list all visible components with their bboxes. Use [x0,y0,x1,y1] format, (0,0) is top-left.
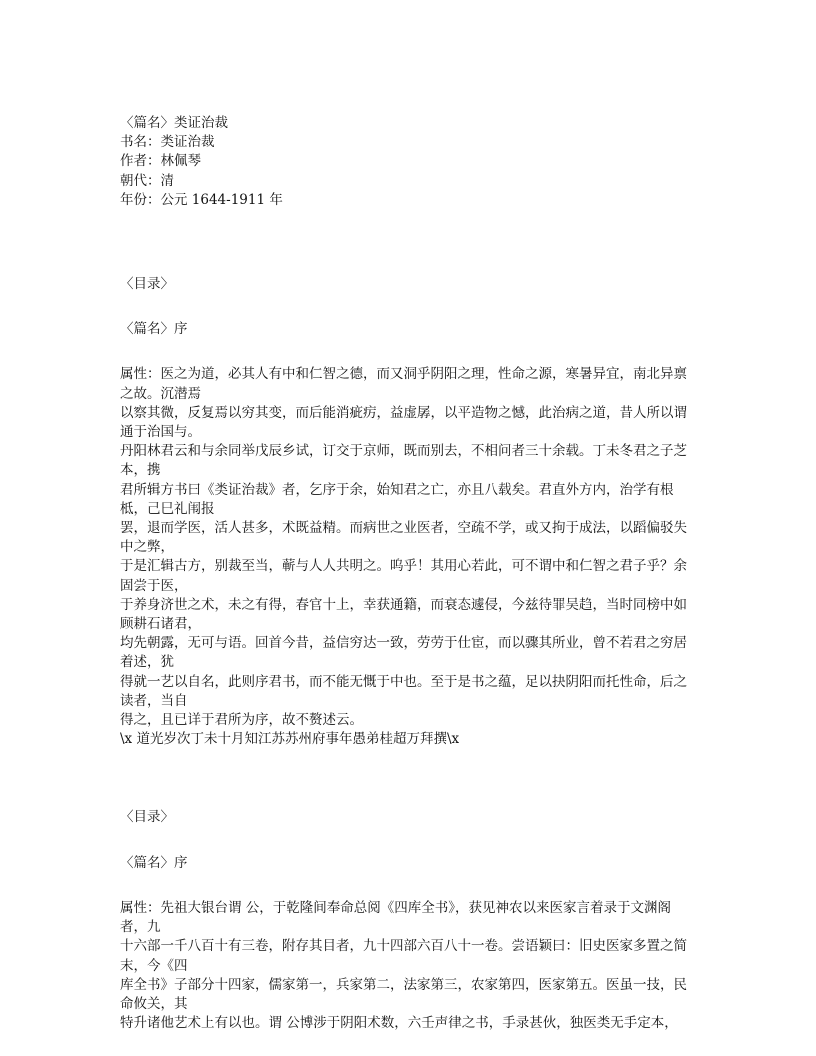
spacer [120,256,698,275]
author-name: 作者：林佩琴 [120,153,201,170]
body-line: 属性：医之为道，必其人有中和仁智之德，而又洞乎阴阳之理，性命之源，寒暑异宜，南北异禀之故。沉潜焉 [120,366,687,402]
dynasty: 朝代：清 [120,172,174,189]
section-2 [120,808,698,1033]
spacer [120,210,698,256]
book-name: 书名：类证治裁 [120,134,215,151]
body-line: 属性：先祖大银台谓 公，于乾隆间奉命总阅《四库全书》，获见神农以来医家言着录于文渊阁者，九 [120,899,672,936]
body-line: 于养身济世之术，未之有得，春官十上，幸获通籍，而衰态遽侵，今兹待罪吴趋，当时同榜中如顾耕石诸君， [120,596,687,633]
body-line: 十六部一千八百十有三卷，附存其目者，九十四部六百八十一卷。尝语颖曰：旧史医家多置之简末，今《四 [120,938,687,974]
signature-line: \x 道光岁次丁未十月知江苏苏州府事年愚弟桂超万拜撰\x [120,731,460,748]
body-line: 丹阳林君云和与余同举戊辰乡试，订交于京师，既而别去，不相问者三十余载。丁未冬君之子芝本，携 [120,443,687,479]
body-line: 罢，退而学医，活人甚多，术既益精。而病世之业医者，空疏不学，或又拘于成法，以蹈偏驳失中之弊， [120,520,687,556]
body-line: 库全书》子部分十四家，儒家第一，兵家第二，法家第三，农家第四，医家第五。医虽一技，民命攸关，其 [120,976,687,1012]
spacer [120,828,698,854]
toc-label: 〈目录〉 [120,276,174,293]
years: 年份：公元 1644-1911 年 [120,191,283,208]
body-line: 以察其微，反复焉以穷其变，而后能消疵疠，益虚孱，以平造物之憾，此治病之道，昔人所以谓通于治国与。 [120,404,687,441]
body-line: 得就一艺以自名，此则序君书，而不能无慨于中也。至于是书之蕴，足以抉阴阳而托性命，后之读者，当自 [120,673,687,709]
spacer [120,873,698,899]
spacer [120,339,698,365]
body-line: 于是汇辑古方，别裁至当，蕲与人人共明之。呜乎！其用心若此，可不谓中和仁智之君子乎？余固尝于医， [120,558,687,594]
section-1 [120,275,698,749]
body-line: 均先朝露，无可与语。回首今昔，益信穷达一致，劳劳于仕宦，而以骤其所业，曾不若君之穷居着述，犹 [120,635,687,671]
body-line: 得之，且已详于君所为序，故不赘述云。 [120,712,363,729]
document-page [120,114,698,1033]
title-tag: 〈篇名〉类证治裁 [120,115,228,131]
body-line: 君所辑方书曰《类证治裁》者，乞序于余，始知君之亡，亦且八载矣。君直外方内，治学有根柢，己巳礼闱报 [120,481,674,517]
section-title: 〈篇名〉序 [120,854,188,871]
toc-label: 〈目录〉 [120,809,174,826]
spacer [120,294,698,320]
spacer [120,749,698,808]
document-header [120,114,698,210]
body-line: 特升诸他艺术上有以也。谓 公博涉于阴阳术数，六壬声律之书，手录甚伙，独医类无手定本， [120,1015,678,1032]
section-title: 〈篇名〉序 [120,321,188,338]
